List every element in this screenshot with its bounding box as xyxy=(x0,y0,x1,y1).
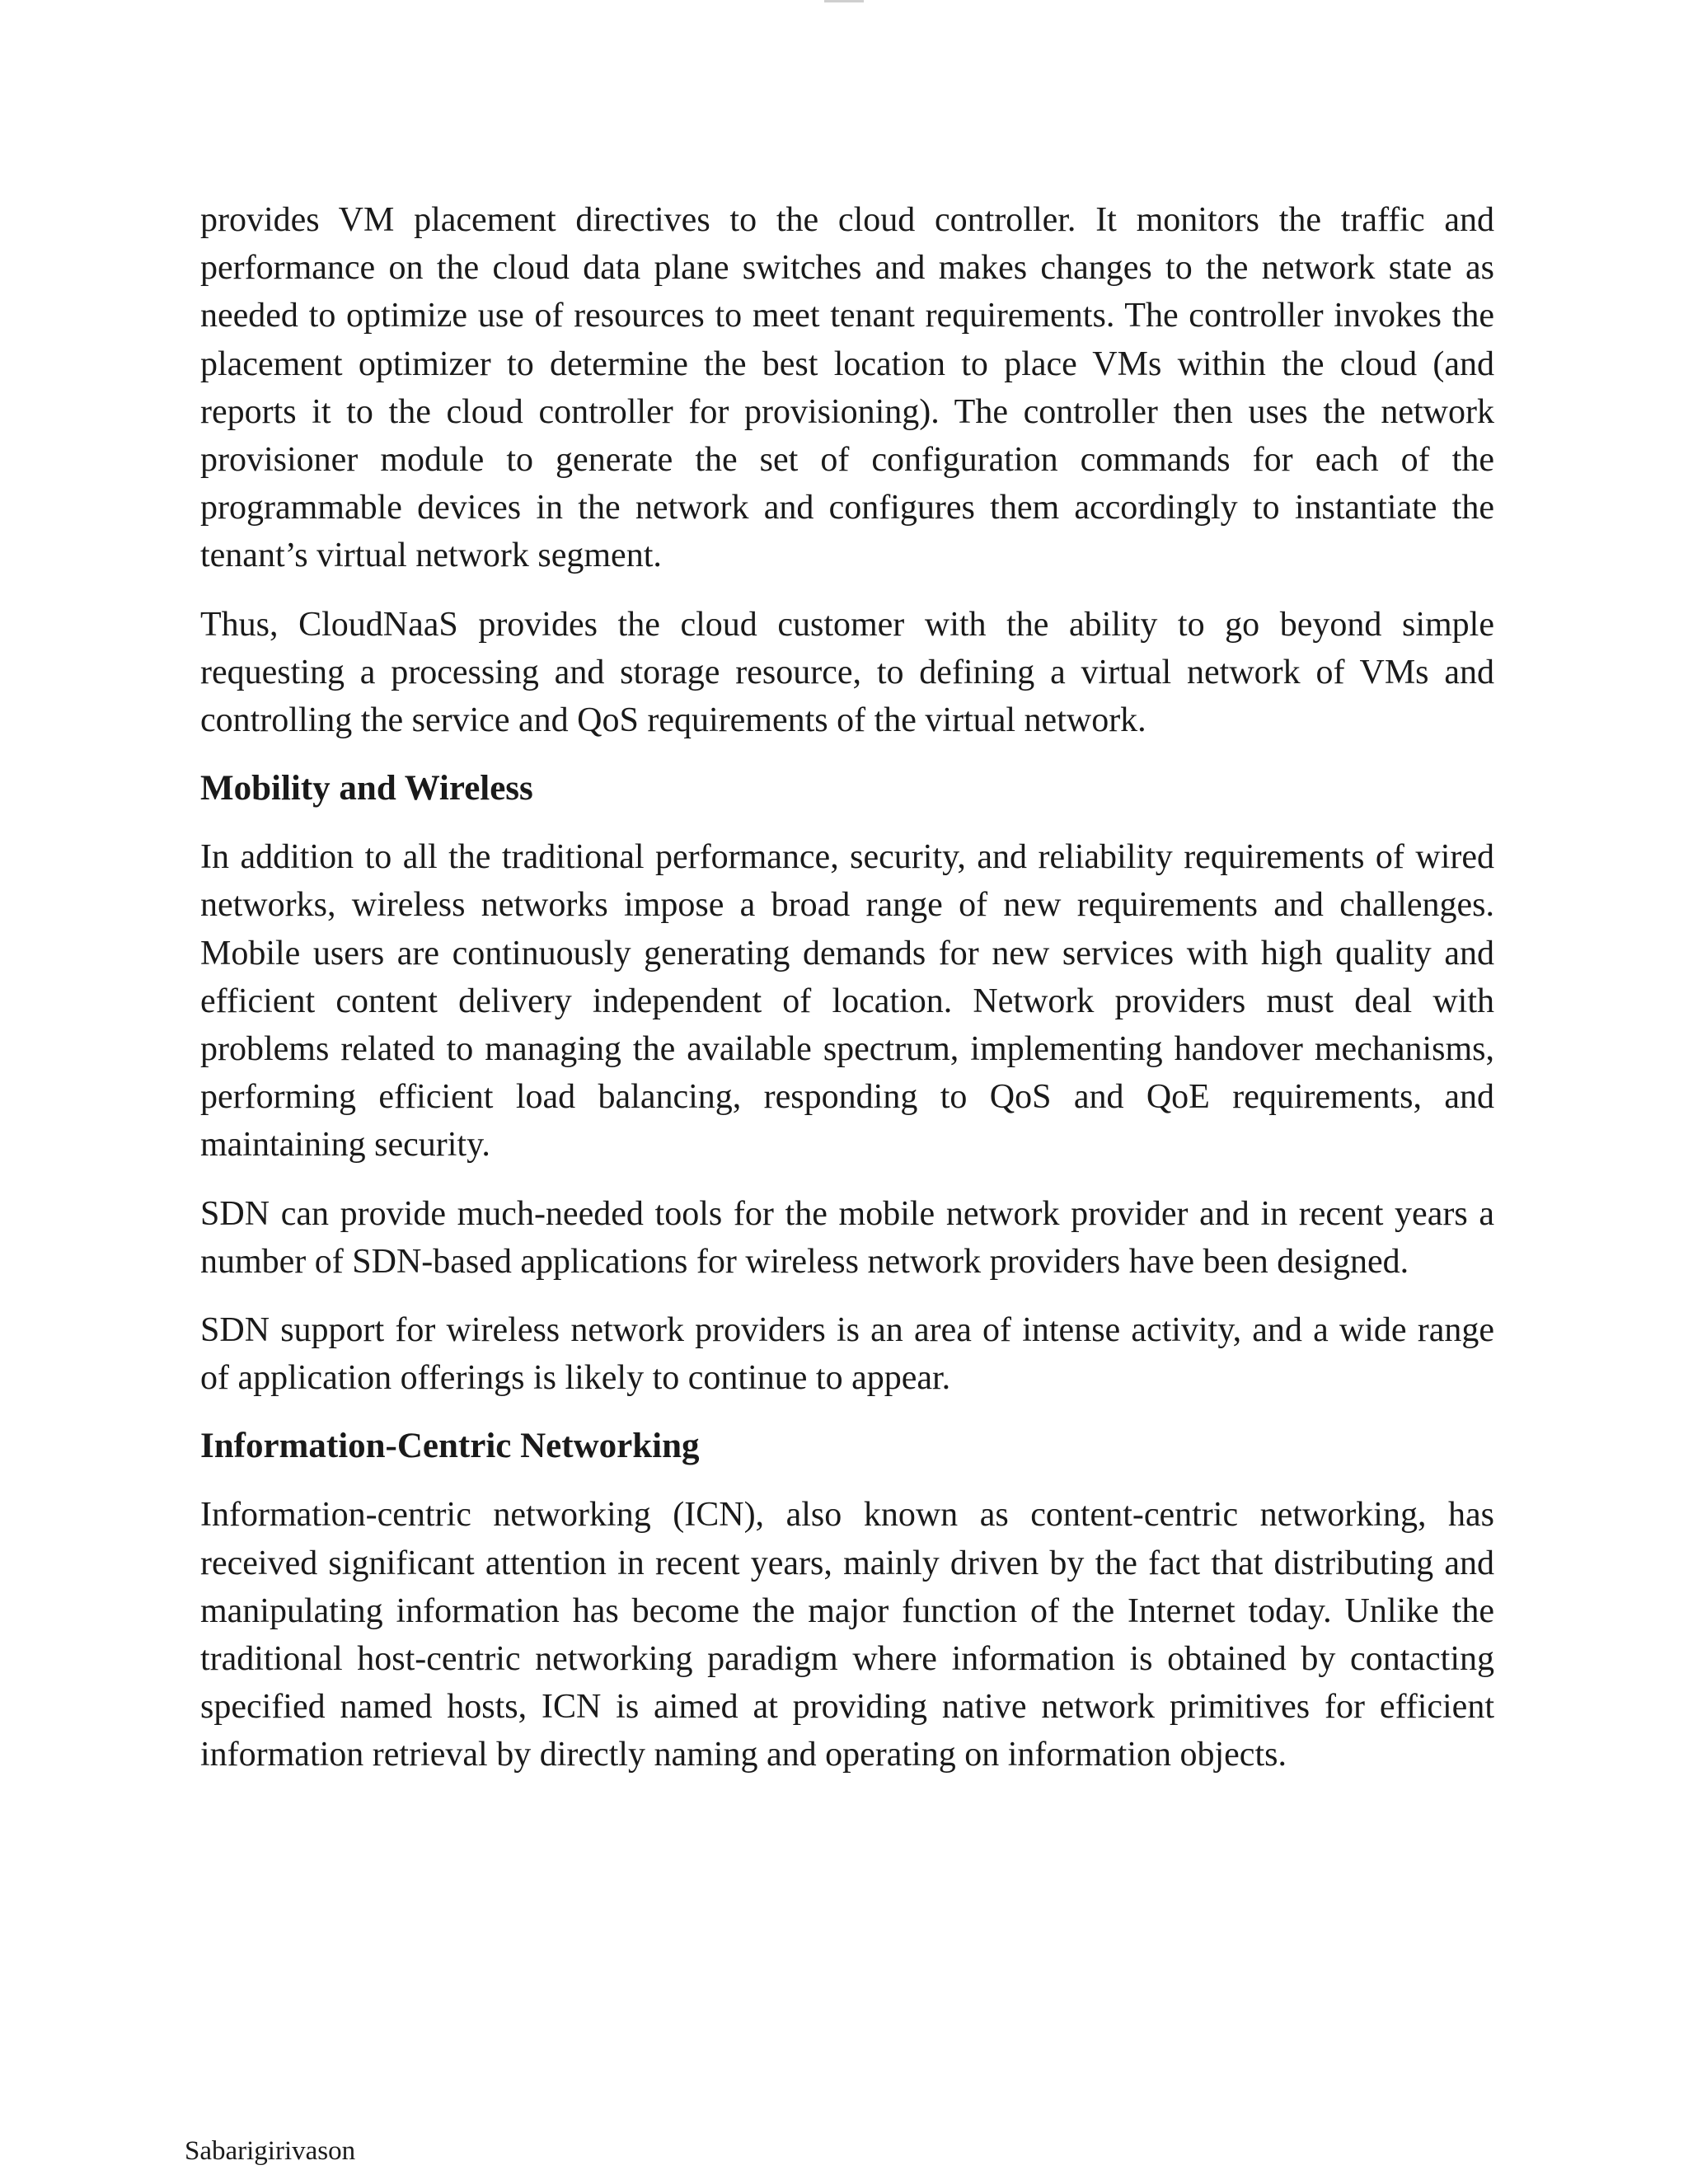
top-margin-mark xyxy=(824,0,864,2)
paragraph-cloudnaas-controller: provides VM placement directives to the cloud controller. It monitors the traffic and performance on the cloud data plane switches and makes changes to the network state as needed to optimize use of resources to meet tenant requirements. The controller invokes the placement optimizer to determine the best location to place VMs within the cloud (and reports it to the cloud controller for provisioning). The controller then uses the network provisioner module to generate the set of configuration commands for each of the programmable devices in the network and configures them accordingly to instantiate the tenant’s virtual network segment. xyxy=(200,201,1494,575)
footer-author: Sabarigirivason xyxy=(185,2136,356,2166)
section-heading-icn: Information-Centric Networking xyxy=(200,1427,700,1466)
paragraph-wireless-requirements: In addition to all the traditional performance, security, and reliability requirements of wired networks, wireless networks impose a broad range of new requirements and challenges. Mobile users are continuously generating demands for new services with high quality and efficient content delivery independent of location. Network providers must deal with problems related to managing the available spectrum, implementing handover mechanisms, performing efficient load balancing, responding to QoS and QoE requirements, and maintaining security. xyxy=(200,838,1494,1165)
paragraph-sdn-support: SDN support for wireless network providers is an area of intense activity, and a wide range of application offerings is likely to continue to appear. xyxy=(200,1311,1494,1398)
section-heading-mobility: Mobility and Wireless xyxy=(200,769,533,808)
paragraph-icn-definition: Information-centric networking (ICN), also known as content-centric networking, has received significant attention in recent years, mainly driven by the fact that distributing and manipulating information has become the major function of the Internet today. Unlike the traditional host-centric networking paradigm where information is obtained by contacting specified named hosts, ICN is aimed at providing native network primitives for efficient information retrieval by directly naming and operating on information objects. xyxy=(200,1496,1494,1774)
paragraph-cloudnaas-summary: Thus, CloudNaaS provides the cloud customer with the ability to go beyond simple requesting a processing and storage resource, to defining a virtual network of VMs and controlling the service and QoS requirements of the virtual network. xyxy=(200,605,1494,740)
paragraph-sdn-tools: SDN can provide much-needed tools for the mobile network provider and in recent years a number of SDN-based applications for wireless network providers have been designed. xyxy=(200,1194,1494,1281)
page-content xyxy=(200,196,1494,1800)
